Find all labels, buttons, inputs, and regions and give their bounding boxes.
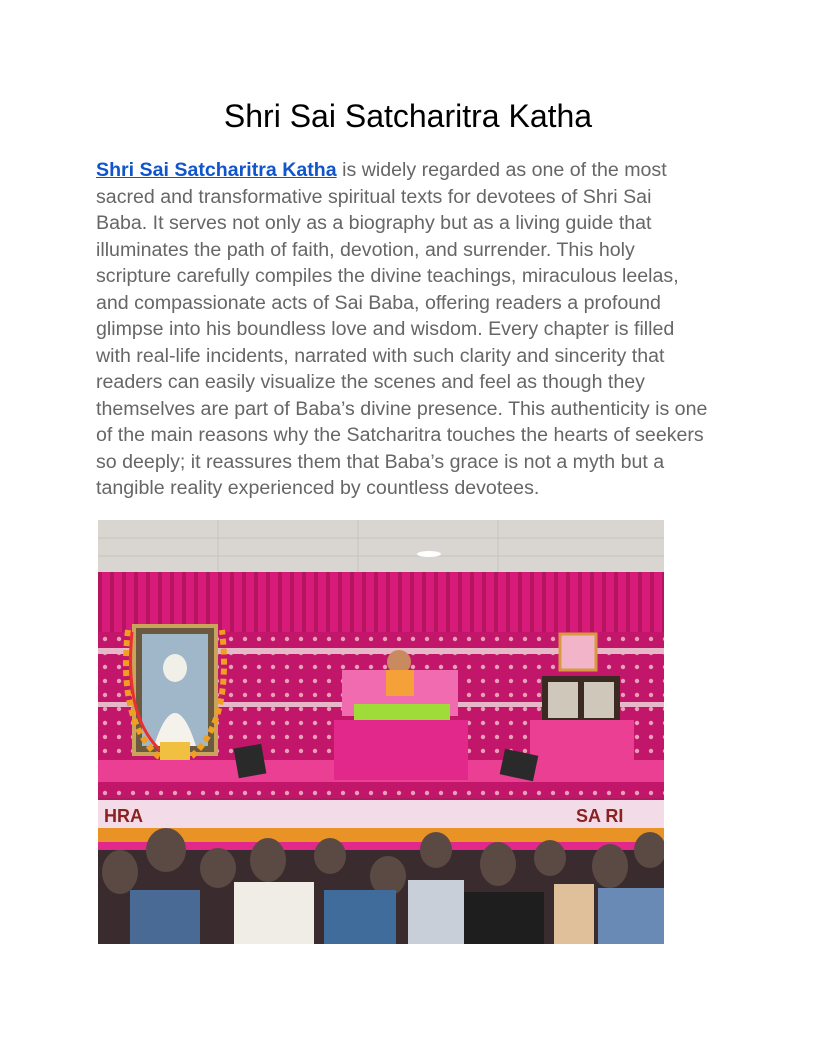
katha-event-photo [98, 520, 664, 944]
intro-body-text: is widely regarded as one of the most sacred and transformative spiritual texts for devotees of Shri Sai Baba. It serves not only as a biography but as a living guide that illuminates the path of faith, devotion, and surrender. This holy scripture carefully compiles the divine teachings, miraculous leelas, and compassionate acts of Sai Baba, offering readers a profound glimpse into his boundless love and wisdom. Every chapter is filled with real-life incidents, narrated with such clarity and sincerity that readers can easily visualize the scenes and feel as though they themselves are part of Baba’s divine presence. This authenticity is one of the main reasons why the Satcharitra touches the hearts of seekers so deeply; it reassures them that Baba’s grace is not a myth but a tangible reality experienced by countless devotees. [96, 159, 708, 499]
page-title: Shri Sai Satcharitra Katha [223, 98, 593, 134]
photo-banner-left: HRA [104, 806, 143, 826]
katha-link[interactable]: Shri Sai Satcharitra Katha [96, 159, 337, 181]
intro-paragraph [96, 157, 708, 502]
photo-banner-right: SA RI [576, 806, 624, 826]
